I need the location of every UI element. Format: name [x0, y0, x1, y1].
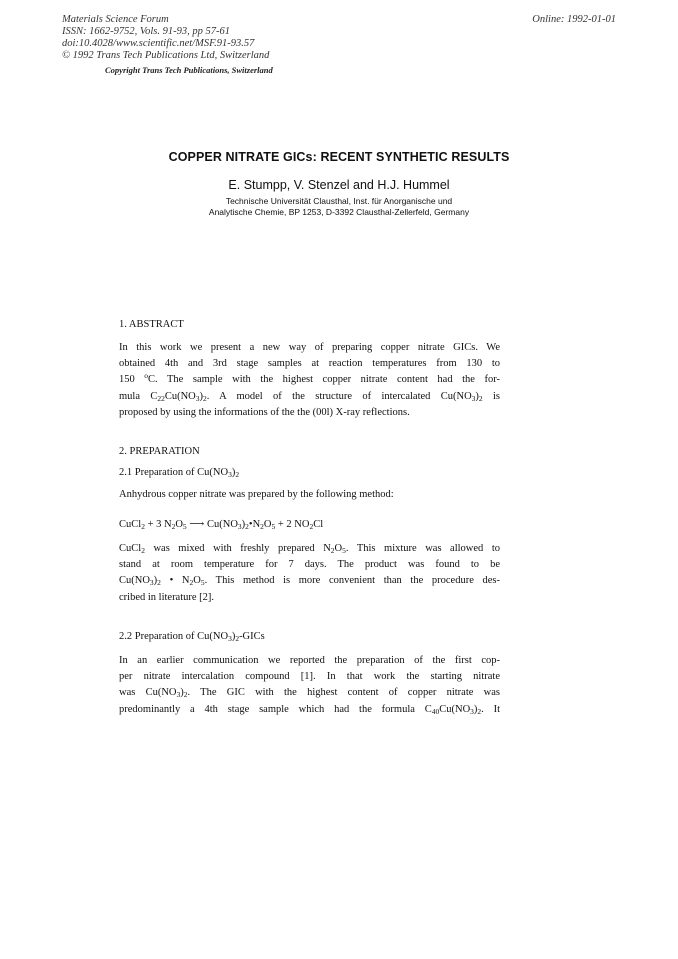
affiliation-line-1: Technische Universität Clausthal, Inst. für Anorganische und — [225, 196, 453, 206]
journal-name: Materials Science Forum — [62, 14, 169, 25]
journal-header — [62, 14, 269, 62]
online-date: Online: 1992-01-01 — [532, 14, 616, 25]
abstract-line-3: 150 $^o$C. The sample with the highest copper nitrate content had the for- — [119, 371, 501, 386]
issn-line: ISSN: 1662-9752, Vols. 91-93, pp 57-61 — [62, 26, 230, 37]
subsection-2-1-heading: 2.1 Preparation of $Cu(NO_3)_2$ — [119, 467, 240, 479]
abstract-heading: 1. ABSTRACT — [119, 319, 184, 330]
p2-line-2: per nitrate intercalation compound [1]. In that work the starting nitrate — [119, 671, 500, 683]
reaction-arrow: ⟶ — [186, 519, 207, 530]
abstract-line-1: In this work we present a new way of preparing copper nitrate GICs. We — [119, 342, 500, 353]
abstract-line-2: obtained 4th and 3rd stage samples at reaction temperatures from 130 to — [119, 358, 500, 370]
affiliation — [0, 196, 678, 218]
abstract-line-5: proposed by using the informations of the the (00l) X-ray reflections. — [119, 406, 410, 418]
paper-title: COPPER NITRATE GICs: RECENT SYNTHETIC RESULTS — [168, 150, 510, 164]
preparation-heading: 2. PREPARATION — [119, 446, 200, 457]
p1-line-4: cribed in literature [2]. — [119, 591, 215, 603]
p2-line-1: In an earlier communication we reported the preparation of the first cop- — [119, 655, 500, 666]
abstract-paragraph — [119, 340, 500, 421]
affiliation-line-2: Analytische Chemie, BP 1253, D-3392 Clausthal-Zellerfeld, Germany — [208, 207, 470, 217]
p1-line-2: stand at room temperature for 7 days. The product was found to be — [119, 559, 500, 571]
print-copyright: Copyright Trans Tech Publications, Switzerland — [105, 65, 273, 75]
doi-line: doi:10.4028/www.scientific.net/MSF.91-93.57 — [62, 38, 255, 49]
p2-line-4: predominantly a 4th stage sample which had the formula $C_{40}Cu(NO_3)_2$. It — [119, 703, 500, 716]
copyright-line: © 1992 Trans Tech Publications Ltd, Switzerland — [62, 50, 270, 61]
subsection-2-2-heading: 2.2 Preparation of $Cu(NO_3)_2$-GICs — [119, 631, 265, 643]
p2-line-3: was $Cu(NO_3)_2$. The GIC with the highest content of copper nitrate was — [119, 687, 500, 700]
preparation-paragraph-1 — [119, 541, 500, 606]
reaction-equation: CuCl$_2$ + 3 $N_2O_5$ ⟶ $Cu(NO_3)_2•N_2O_5 + 2$ $NO_2Cl$ — [119, 519, 324, 531]
preparation-paragraph-2 — [119, 653, 500, 718]
paper-authors: E. Stumpp, V. Stenzel and H.J. Hummel — [228, 178, 450, 192]
p1-line-3: $Cu(NO_3)_2$ • $N_2O_5$. This method is more convenient than the procedure des- — [119, 575, 500, 588]
preparation-intro: Anhydrous copper nitrate was prepared by the following method: — [119, 489, 394, 500]
p1-line-1: CuCl$_2$ was mixed with freshly prepared $N_2O_5$. This mixture was allowed to — [119, 543, 500, 555]
abstract-line-4: mula $C_{22}Cu(NO_3)_2$. A model of the structure of intercalated $Cu(NO_3)_2$ is — [119, 390, 501, 403]
